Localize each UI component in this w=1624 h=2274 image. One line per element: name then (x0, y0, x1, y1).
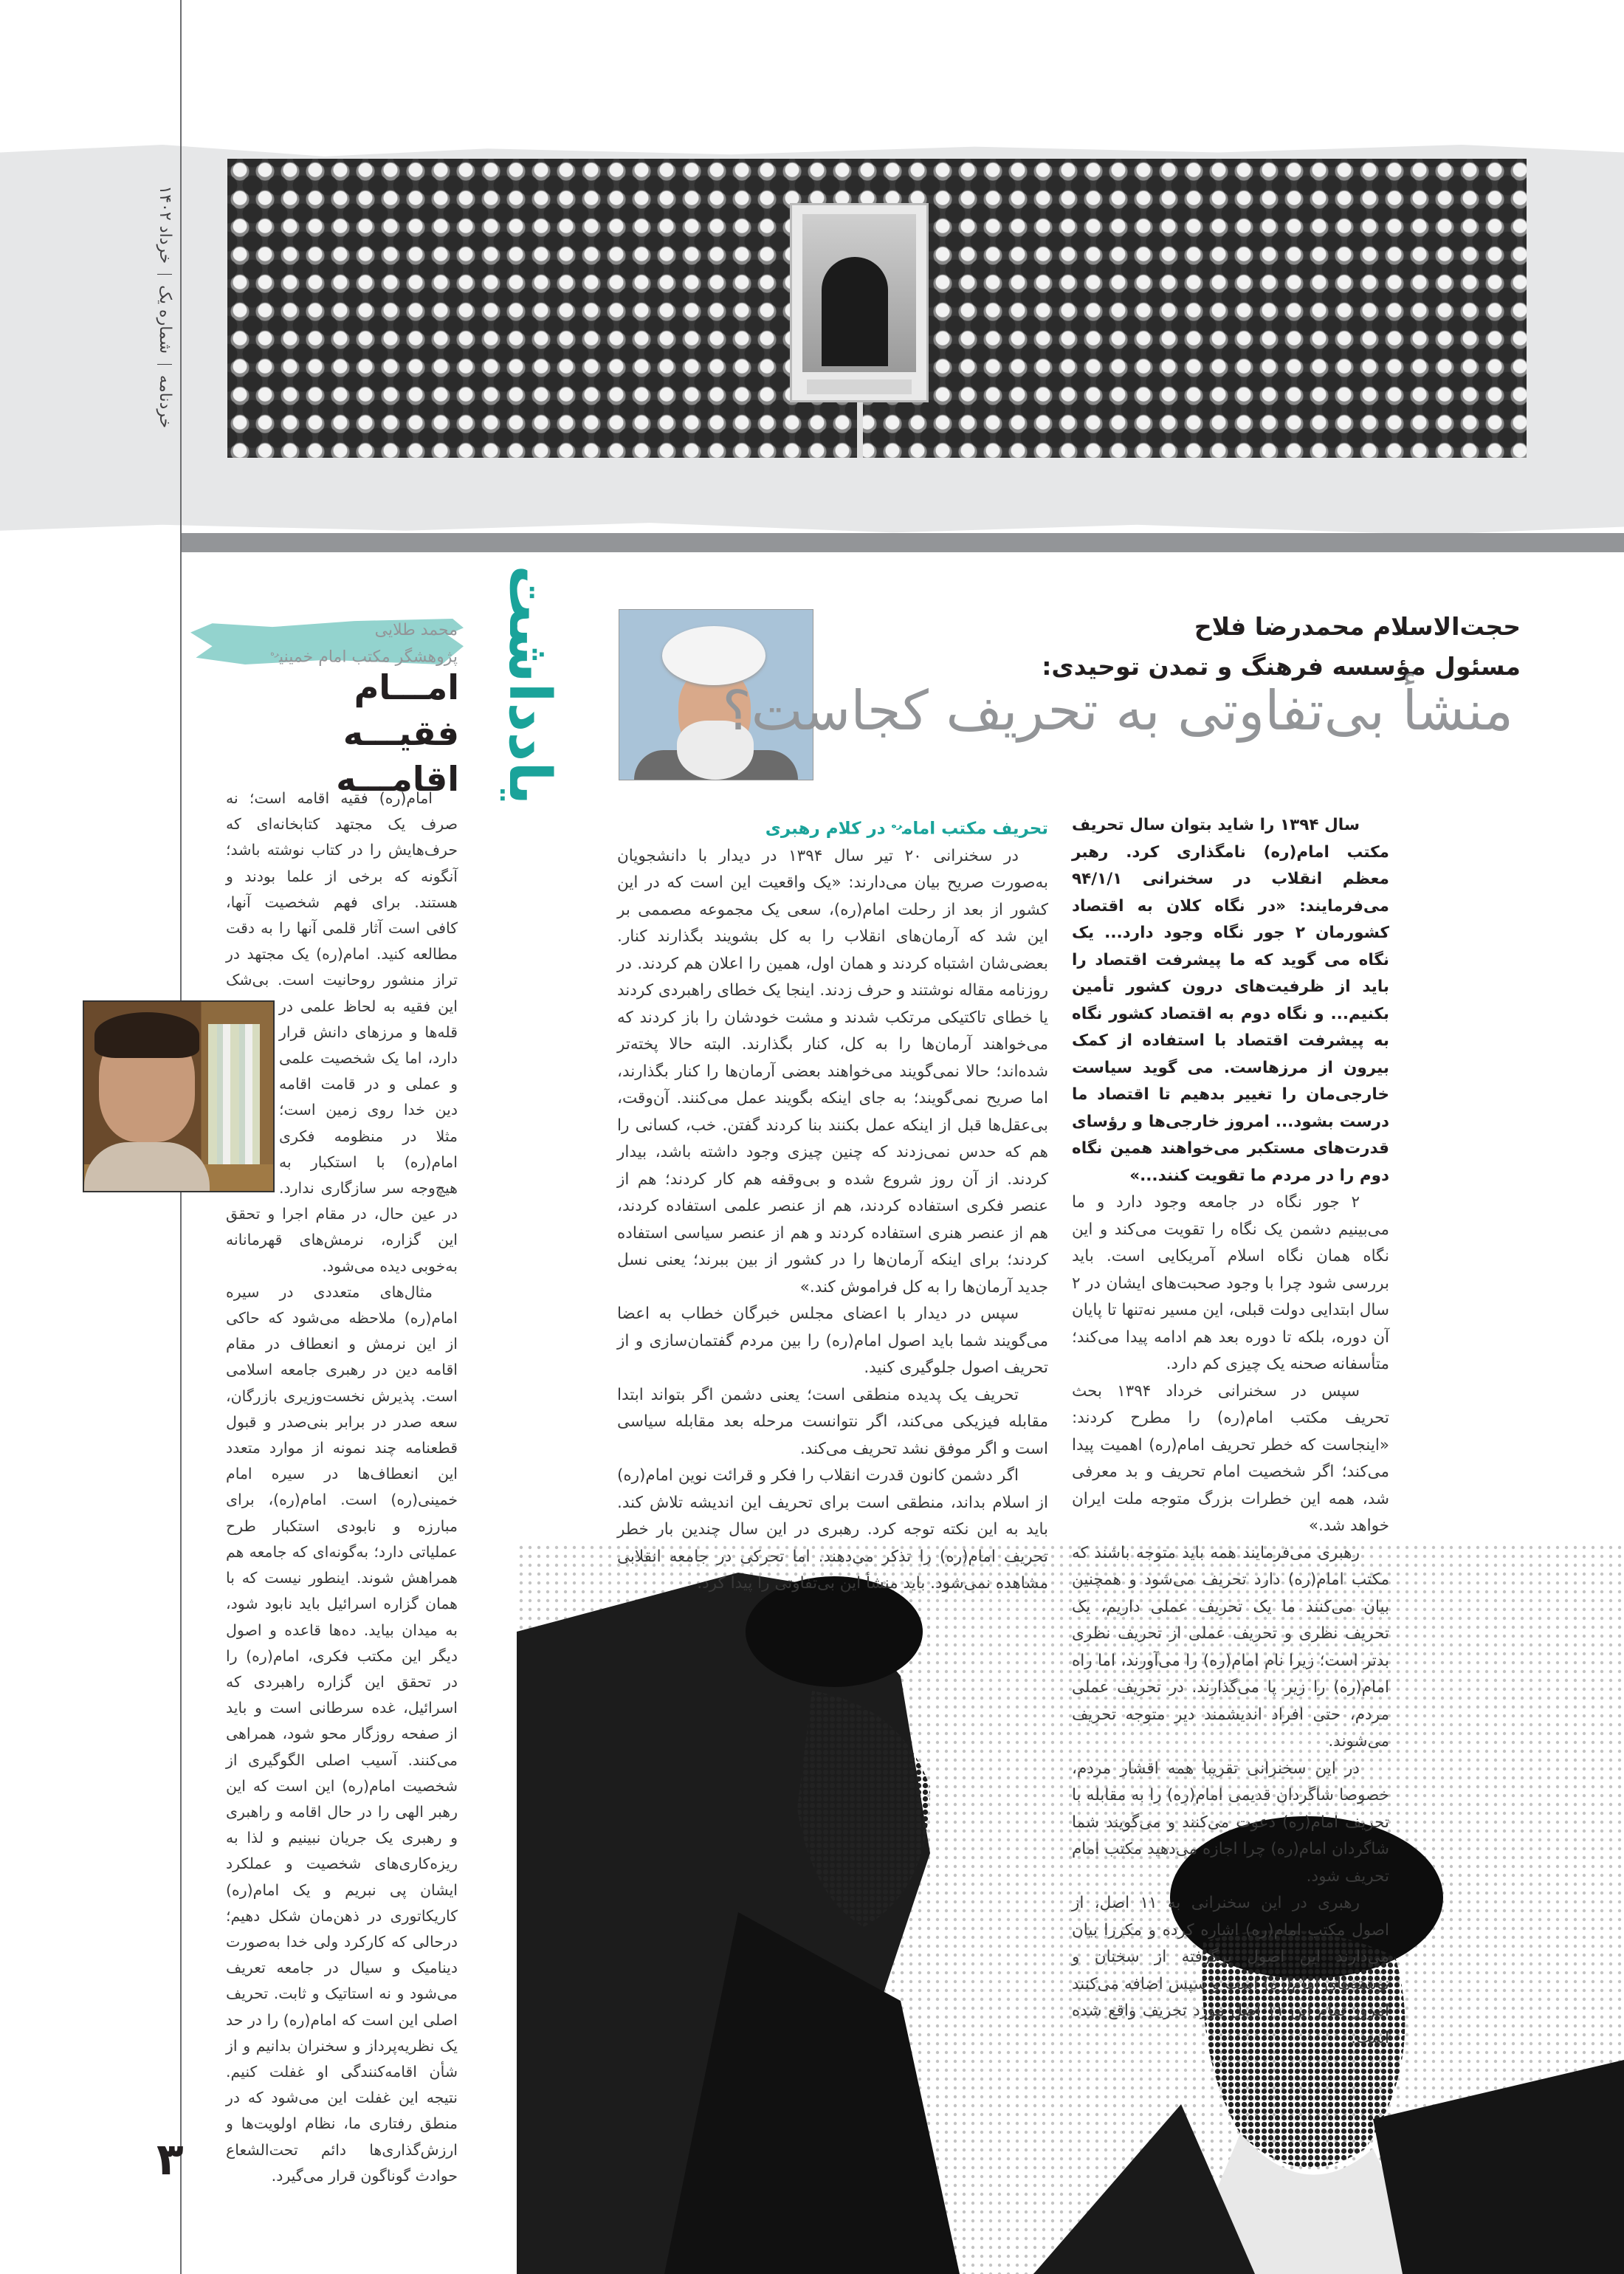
placard-pole (857, 402, 863, 458)
paragraph: ۲ جور نگاه در جامعه وجود دارد و ما می‌بینیم دشمن یک نگاه را تقویت می‌کند و این نگاه همان نگاه اسلام آمریکایی است. باید بررسی شود چرا با وجود صحبت‌های ایشان در ۲ سال ابتدایی دولت قبلی، این مسیر نه‌تنها تا پایان آن دوره، بلکه تا دوره بعد هم ادامه پیدا می‌کند؛ متأسفانه صحنه یک چیزی کم دارد. (1072, 1193, 1389, 1373)
subheading: تحریف مکتب امام$^{ره}$ در کلام رهبری (765, 819, 1048, 839)
article-headline: منشأ بی‌تفاوتی به تحریف کجاست؟ (722, 679, 1513, 743)
issue-number: شماره یک (156, 285, 174, 354)
crowd-photo (227, 159, 1527, 458)
paragraph: تحریف یک پدیده منطقی است؛ یعنی دشمن اگر بتواند ابتدا مقابله فیزیکی می‌کند، اگر نتوانست مرحله بعد مقابله سیاسی است و اگر موفق نشد تحریف می‌کند. (617, 1385, 1048, 1458)
sidebar-author: محمد طلایی (374, 621, 458, 639)
paragraph: سپس در سخنرانی خرداد ۱۳۹۴ بحث تحریف مکتب امام(ره) را مطرح کردند: «اینجاست که خطر تحریف امام(ره) اهمیت پیدا می‌کند؛ اگر شخصیت امام تحریف و بد معرفی شد، همه این خطرات بزرگ متوجه ملت ایران خواهد شد.» (1072, 1381, 1389, 1535)
article-column-1 (1072, 812, 1389, 2052)
author-portrait (83, 1000, 275, 1192)
divider (157, 274, 172, 275)
author-name: حجت‌الاسلام محمدرضا فلاح (1194, 612, 1521, 641)
lead-paragraph: سال ۱۳۹۴ را شاید بتوان سال تحریف مکتب امام(ره) نامگذاری کرد. رهبر معظم انقلاب در سخنرانی ۹۴/۱/۱ می‌فرمایند: «در نگاه کلان به اقتصاد کشورمان ۲ جور نگاه وجود دارد... یک نگاه می گوید که ما پیشرفت اقتصاد را باید از ظرفیت‌های درون کشور تأمین بکنیم... و نگاه دوم به اقتصاد کشور نگاه به پیشرفت اقتصاد با استفاده از کمک بیرون از مرزهاست. می گوید سیاست خارجی‌مان را تغییر بدهیم تا اقتصاد ما درست بشود... امروز خارجی‌ها و رؤسای قدرت‌های مستکبر می‌خواهند همین نگاه دوم را در مردم ما تقویت کنند...» (1072, 816, 1389, 1185)
paragraph: رهبری در این سخنرانی به ۱۱ اصل، از اصول مکتب امام(ره) اشاره کرده و مکررا بیان می‌دارند این اصول برگرفته از سخنان و نوشته‌های امام(ره) است و سپس اضافه می‌کنند امروز تمام این ۱۱ اصل مورد تحریف واقع شده است. (1072, 1894, 1389, 2047)
paragraph: در این سخنرانی تقریبا همه اقشار مردم، خصوصا شاگردان قدیمی امام(ره) را به مقابله با تحریف امام(ره) دعوت می‌کنند و می‌گویند شما شاگردان امام(ره) چرا اجازه می‌دهید مکتب امام تحریف شود. (1072, 1759, 1389, 1886)
paragraph: سپس در دیدار با اعضای مجلس خبرگان خطاب به اعضا می‌گویند شما باید اصول امام(ره) را بین مردم گفتمان‌سازی و از تحریف اصول جلوگیری کنید. (617, 1305, 1048, 1378)
article-kicker (1042, 607, 1521, 687)
paragraph: رهبری می‌فرمایند همه باید متوجه باشند که مکتب امام(ره) دارد تحریف می‌شود و همچنین بیان می‌کنند ما یک تحریف عملی داریم، یک تحریف نظری و تحریف عملی از تحریف نظری بدتر است؛ زیرا نام امام(ره) را می‌آورند، اما راه امام(ره) را زیر پا می‌گذارند. در تحریف عملی مردم، حتی افراد اندیشمند دیر متوجه تحریف می‌شوند. (1072, 1543, 1389, 1751)
article-column-2 (617, 812, 1048, 1598)
halftone-illustration (517, 1543, 1624, 2274)
paragraph: امام(ره) فقیه اقامه است؛ نه صرف یک مجتهد کتابخانه‌ای که حرف‌هایش را در کتاب نوشته باشد؛ آنگونه که برخی از علما بودند و هستند. برای فهم شخصیت آنها، کافی است آثار قلمی آنها را به دقت مطالعه کنید. امام(ره) یک مجتهد در تراز منشور روحانیت است. بی‌شک این فقیه به لحاظ علمی در قله‌ها و مرزهای دانش قرار دارد، اما یک شخصیت علمی و عملی و در قامت اقامه دین خدا روی زمین است؛ مثلا در منظومه فکری امام(ره) با استکبار به هیچ‌وجه سر سازگاری ندارد. در عین حال، در مقام اجرا و تحقق این گزاره، نرمش‌های قهرمانانه به‌خوبی دیده می‌شود. (226, 789, 458, 1275)
sidebar-byline (270, 619, 458, 668)
divider (157, 364, 172, 365)
page-number: ۳ (156, 2134, 184, 2185)
section-logo: یادداشت (496, 565, 562, 805)
section-divider-bar (182, 533, 1624, 552)
author-role: مسئول مؤسسه فرهنگ و تمدن توحیدی: (1042, 652, 1521, 681)
sidebar-title: امـــام فقیـــه اقامـــه (336, 667, 459, 799)
figure-left (517, 1573, 960, 2274)
issue-date: خرداد ۱۴۰۲ (156, 185, 174, 264)
paragraph: مثال‌های متعددی در سیره امام(ره) ملاحظه می‌شود که حاکی از این نرمش و انعطاف در مقام اقامه دین در رهبری جامعه اسلامی است. پذیرش نخست‌وزیری بازرگان، سعه صدر در برابر بنی‌صدر و قبول قطعنامه چند نمونه از موارد متعدد این انعطاف‌ها در سیره امام خمینی(ره) است. امام(ره)، برای مبارزه و نابودی استکبار طرح عملیاتی دارد؛ به‌گونه‌ای که جامعه هم همراهش شوند. اینطور نیست که با همان گزاره اسرائیل باید نابود شود، به میدان بیاید. ده‌ها قاعده و اصول دیگر این مکتب فکری، امام(ره) را در تحقق این گزاره راهبردی که اسرائیل، غده سرطانی است و باید از صفحه روزگار محو شود، همراهی می‌کنند. آسیب اصلی الگوگیری از شخصیت امام(ره) این است که این رهبر الهی را در حال اقامه و راهبری و رهبری یک جریان نبینیم و لذا به ریزه‌کاری‌های شخصیت و عملکرد ایشان پی نبریم و یک امام(ره) کاریکاتوری در ذهن‌مان شکل دهیم؛ درحالی که کارکرد ولی خدا به‌صورت دینامیک و سیال در جامعه تعریف می‌شود و نه استاتیک و ثابت. تحریف اصلی این است که امام(ره) را در حد یک نظریه‌پرداز و سخنران بدانیم و از شأن اقامه‌کنندگی او غفلت کنیم. نتیجه این غفلت این می‌شود که در منطق رفتاری ما، نظام اولویت‌ها و ارزش‌گذاری‌ها دائم تحت‌الشعاع حوادث گوناگون قرار می‌گیرد. (226, 1282, 458, 2185)
paragraph: در سخنرانی ۲۰ تیر سال ۱۳۹۴ در دیدار با دانشجویان به‌صورت صریح بیان می‌دارند: «یک واقعیت این است که در این کشور از بعد از رحلت امام(ره)، سعی یک مجموعه مصممی بر این شد که آرمان‌های انقلاب را به کل بشویند بگذارند کنار. بعضی‌شان اشتباه کردند و همان اول، همین را اعلان هم کردند. در روزنامه مقاله نوشتند و حرف زدند. اینجا یک خطای راهبردی کردند یا خطای تاکتیکی مرتکب شدند و مشت خودشان را باز کردند که می‌خواهند آرمان‌ها را به کل، کنار بگذارند. البته حالا پخته‌تر شده‌اند؛ حالا نمی‌گویند می‌خواهند بعضی آرمان‌ها را کنار بگذارند، اما صریح نمی‌گویند؛ به جای اینکه بگویند عمل می‌کنند. آن‌وقت، بی‌عقل‌ها قبل از اینکه عمل بکنند بنا کردند گفتن. خب، کسانی را هم که حدس نمی‌زدند که چنین چیزی وجود داشته باشد، بیدار کردند. از آن روز شروع شده و بی‌وقفه هم کار کردند؛ هم از عنصر فکری استفاده کردند، هم از عنصر علمی استفاده کردند، هم از عنصر هنری استفاده کردند و هم از عنصر سیاسی استفاده کردند؛ برای اینکه آرمان‌ها را در کشور از بین ببرند؛ یعنی نسل جدید آرمان‌ها را به کل فراموش کند.» (617, 846, 1048, 1296)
sidebar-author-role: پژوهشگر مکتب امام خمینی$^{ره}$ (270, 647, 458, 667)
sidebar-text (226, 786, 458, 2189)
paragraph: اگر دشمن کانون قدرت انقلاب را فکر و قرائت نوین امام(ره) از اسلام بداند، منطقی است برای تحریف این اندیشه تلاش کند. باید به این نکته توجه کرد. رهبری در این سال چندین بار خطر تحریف امام(ره) را تذکر می‌دهند. اما تحرکی در جامعه انقلابی مشاهده نمی‌شود. باید منشأ این بی‌تفاوتی را پیدا کرد. (617, 1466, 1048, 1593)
magazine-name: خردنامه (156, 375, 174, 428)
running-header (145, 148, 177, 428)
portrait-placard (790, 203, 929, 402)
